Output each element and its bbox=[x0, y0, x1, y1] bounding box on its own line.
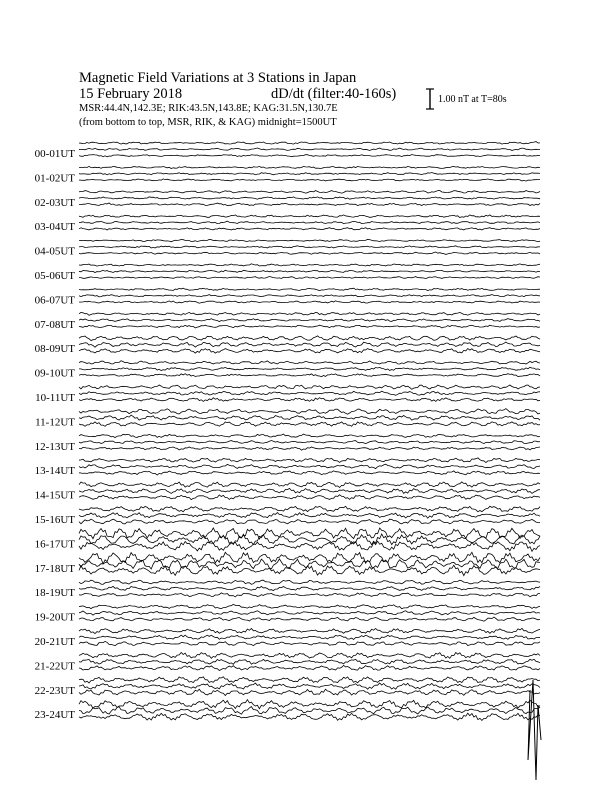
hour-label: 16-17UT bbox=[34, 538, 75, 551]
derivative-label: dD/dt (filter:40-160s) bbox=[271, 86, 397, 102]
hour-row bbox=[35, 385, 540, 404]
hour-row bbox=[35, 580, 540, 599]
trace-rik bbox=[79, 441, 540, 444]
hour-row bbox=[35, 434, 540, 453]
trace-kag bbox=[79, 580, 540, 584]
trace-msr bbox=[79, 349, 540, 354]
hour-row bbox=[35, 506, 540, 526]
trace-rik bbox=[79, 659, 540, 664]
trace-msr bbox=[79, 374, 540, 377]
trace-rik bbox=[79, 415, 540, 420]
trace-kag bbox=[79, 506, 540, 512]
hour-label: 06-07UT bbox=[34, 294, 75, 307]
hour-label: 12-13UT bbox=[34, 440, 75, 453]
hour-row bbox=[35, 653, 540, 673]
trace-msr bbox=[79, 155, 540, 157]
hour-label: 20-21UT bbox=[34, 636, 75, 648]
hour-label: 07-08UT bbox=[34, 318, 75, 331]
hour-row bbox=[35, 409, 540, 429]
hour-row bbox=[35, 312, 540, 330]
trace-msr bbox=[79, 179, 540, 181]
trace-kag bbox=[79, 628, 540, 633]
hour-row bbox=[35, 604, 540, 623]
hour-row bbox=[35, 628, 540, 648]
trace-rik bbox=[79, 611, 540, 615]
hour-label: 22-23UT bbox=[34, 684, 75, 697]
trace-kag bbox=[79, 312, 540, 315]
hour-label: 08-09UT bbox=[34, 343, 75, 356]
trace-rik bbox=[79, 246, 540, 248]
hour-label: 05-06UT bbox=[34, 270, 75, 282]
trace-msr bbox=[79, 252, 540, 254]
stack-order-info: (from bottom to top, MSR, RIK, & KAG) midnight=1500UT bbox=[79, 117, 337, 128]
trace-msr bbox=[79, 301, 540, 303]
trace-kag bbox=[79, 288, 540, 291]
hour-label: 17-18UT bbox=[34, 562, 75, 575]
trace-msr bbox=[79, 519, 540, 524]
trace-rik bbox=[79, 464, 540, 468]
trace-rik bbox=[79, 173, 540, 175]
hour-row bbox=[35, 677, 540, 697]
scale-bar bbox=[426, 89, 434, 109]
scale-bar-label: 1.00 nT at T=80s bbox=[438, 94, 507, 105]
hour-label: 09-10UT bbox=[34, 367, 75, 380]
trace-kag bbox=[79, 604, 540, 609]
trace-msr bbox=[79, 447, 540, 450]
trace-kag bbox=[79, 458, 540, 463]
trace-rik bbox=[79, 635, 540, 639]
trace-msr bbox=[79, 422, 540, 427]
trace-msr bbox=[79, 471, 540, 475]
trace-msr bbox=[79, 203, 540, 206]
trace-kag bbox=[79, 264, 540, 266]
trace-rik bbox=[79, 342, 540, 347]
date-label: 15 February 2018 bbox=[79, 86, 183, 102]
hour-label: 18-19UT bbox=[34, 587, 75, 600]
chart-title: Magnetic Field Variations at 3 Stations in Japan bbox=[79, 70, 357, 86]
hour-row bbox=[35, 528, 540, 551]
trace-rik bbox=[79, 221, 540, 224]
trace-rik bbox=[79, 586, 540, 590]
hour-label: 21-22UT bbox=[34, 660, 75, 673]
trace-msr bbox=[79, 641, 540, 645]
trace-rik bbox=[79, 319, 540, 322]
trace-rik bbox=[79, 148, 540, 151]
hour-row bbox=[35, 142, 540, 160]
trace-rik bbox=[79, 488, 540, 493]
trace-kag bbox=[79, 677, 540, 683]
trace-rik bbox=[79, 513, 540, 519]
trace-rik bbox=[79, 367, 540, 370]
hour-row bbox=[35, 264, 540, 282]
hour-label: 14-15UT bbox=[34, 489, 75, 502]
hour-label: 13-14UT bbox=[34, 465, 75, 478]
trace-kag bbox=[79, 239, 540, 242]
trace-msr bbox=[79, 325, 540, 328]
trace-kag bbox=[79, 166, 540, 168]
trace-kag bbox=[79, 409, 540, 415]
hour-label: 23-24UT bbox=[34, 709, 75, 722]
trace-kag bbox=[79, 653, 540, 659]
trace-rik bbox=[79, 270, 540, 272]
trace-msr bbox=[79, 228, 540, 230]
trace-rik bbox=[79, 391, 540, 395]
hour-row bbox=[35, 458, 540, 477]
hour-label: 10-11UT bbox=[35, 392, 75, 404]
trace-msr bbox=[79, 277, 540, 279]
trace-kag bbox=[79, 142, 540, 145]
trace-kag bbox=[79, 215, 540, 218]
hour-row bbox=[35, 215, 540, 233]
hour-label: 01-02UT bbox=[34, 172, 75, 185]
trace-kag bbox=[79, 385, 540, 389]
trace-kag bbox=[79, 434, 540, 438]
trace-rik bbox=[79, 707, 540, 715]
hour-row bbox=[35, 336, 540, 355]
trace-msr bbox=[79, 593, 540, 597]
trace-rik bbox=[79, 295, 540, 297]
trace-rik bbox=[79, 683, 540, 689]
hour-row bbox=[35, 482, 540, 502]
trace-rik bbox=[79, 197, 540, 199]
hour-label: 00-01UT bbox=[34, 148, 75, 160]
trace-kag bbox=[79, 361, 540, 364]
spike-trace bbox=[528, 680, 541, 780]
trace-kag bbox=[79, 191, 540, 194]
hour-row bbox=[35, 700, 540, 722]
trace-msr bbox=[79, 665, 540, 670]
trace-kag bbox=[79, 336, 540, 341]
trace-kag bbox=[79, 482, 540, 488]
hour-label: 19-20UT bbox=[34, 611, 75, 624]
hour-row bbox=[35, 166, 540, 184]
trace-msr bbox=[79, 689, 540, 695]
hour-row bbox=[35, 361, 540, 380]
stations-info: MSR:44.4N,142.3E; RIK:43.5N,143.8E; KAG:31.5N,130.7E bbox=[79, 103, 338, 114]
trace-kag bbox=[79, 528, 540, 539]
trace-msr bbox=[79, 713, 540, 720]
trace-kag bbox=[79, 700, 540, 709]
trace-kag bbox=[79, 552, 540, 564]
hour-label: 11-12UT bbox=[35, 416, 75, 429]
hour-label: 03-04UT bbox=[34, 221, 75, 234]
hour-row bbox=[35, 552, 540, 575]
trace-msr bbox=[79, 398, 540, 402]
hour-row bbox=[35, 239, 540, 257]
trace-msr bbox=[79, 495, 540, 500]
hour-row bbox=[35, 288, 540, 306]
hour-label: 15-16UT bbox=[34, 514, 75, 526]
hour-label: 04-05UT bbox=[34, 245, 75, 258]
hour-label: 02-03UT bbox=[34, 196, 75, 209]
trace-msr bbox=[79, 617, 540, 621]
hour-row bbox=[35, 191, 540, 209]
